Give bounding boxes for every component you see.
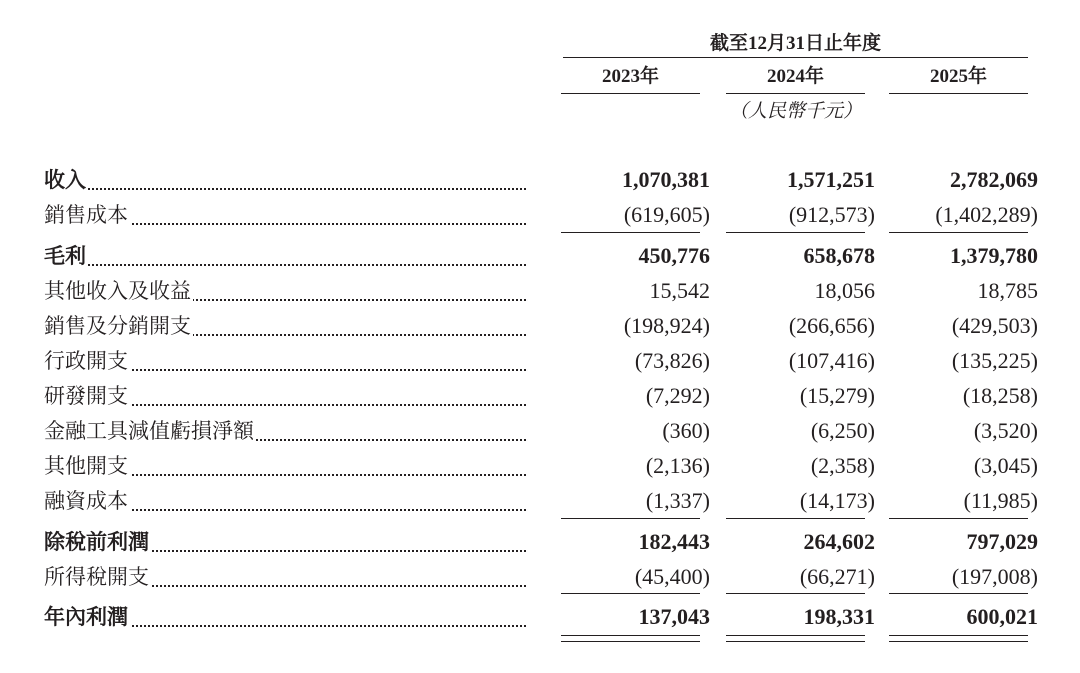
row-label-text: 其他開支 (44, 454, 128, 478)
period-underline (563, 57, 1028, 58)
value-cell-3: (11,985) (963, 488, 1038, 513)
value-cell-3: (197,008) (951, 564, 1038, 589)
row-label (44, 449, 526, 483)
table-row (0, 198, 1080, 232)
value-cell-2: 18,056 (814, 278, 875, 303)
row-label (44, 560, 526, 594)
subtotal-rule (561, 518, 700, 519)
subtotal-rule (726, 232, 865, 233)
table-row (0, 274, 1080, 308)
row-label (44, 198, 526, 232)
row-label (44, 274, 526, 308)
year-underline (889, 93, 1028, 94)
row-label-text: 融資成本 (44, 489, 128, 513)
subtotal-rule (561, 593, 700, 594)
value-cell-3: 797,029 (966, 529, 1038, 554)
value-cell-2: (14,173) (799, 488, 875, 513)
subtotal-rule (561, 232, 700, 233)
year-header-2025: 2025年 (929, 66, 987, 87)
value-cell-1: 137,043 (638, 604, 710, 629)
row-label-text: 銷售及分銷開支 (44, 314, 191, 338)
row-label-text: 毛利 (44, 244, 86, 268)
row-label-text: 所得稅開支 (44, 565, 149, 589)
value-cell-3: 1,379,780 (950, 243, 1038, 268)
table-row (0, 163, 1080, 197)
value-cell-3: 18,785 (977, 278, 1038, 303)
total-double-rule (889, 641, 1028, 642)
subtotal-rule (889, 232, 1028, 233)
value-cell-1: (198,924) (623, 313, 710, 338)
value-cell-2: (6,250) (810, 418, 875, 443)
row-label-text: 其他收入及收益 (44, 279, 191, 303)
row-label-text: 年內利潤 (44, 605, 128, 629)
value-cell-3: (135,225) (951, 348, 1038, 373)
value-cell-2: (15,279) (799, 383, 875, 408)
value-cell-3: (429,503) (951, 313, 1038, 338)
subtotal-rule (726, 518, 865, 519)
value-cell-3: 2,782,069 (950, 167, 1038, 192)
value-cell-2: (2,358) (810, 453, 875, 478)
value-cell-1: (360) (662, 418, 710, 443)
row-label (44, 344, 526, 378)
table-row (0, 600, 1080, 634)
total-double-rule (889, 635, 1028, 636)
row-label (44, 309, 526, 343)
table-row (0, 525, 1080, 559)
value-cell-2: 198,331 (803, 604, 875, 629)
value-cell-3: (3,045) (973, 453, 1038, 478)
table-row (0, 344, 1080, 378)
value-cell-1: 1,070,381 (622, 167, 710, 192)
value-cell-2: (266,656) (788, 313, 875, 338)
value-cell-2: 658,678 (803, 243, 875, 268)
table-row (0, 449, 1080, 483)
row-label (44, 525, 526, 559)
row-label-text: 金融工具減值虧損淨額 (44, 419, 254, 443)
year-underline (726, 93, 865, 94)
table-row (0, 239, 1080, 273)
total-double-rule (561, 635, 700, 636)
row-label (44, 484, 526, 518)
value-cell-1: 15,542 (649, 278, 710, 303)
table-row (0, 309, 1080, 343)
value-cell-1: 182,443 (638, 529, 710, 554)
table-row (0, 484, 1080, 518)
total-double-rule (726, 635, 865, 636)
value-cell-3: 600,021 (966, 604, 1038, 629)
value-cell-3: (1,402,289) (935, 202, 1038, 227)
row-label (44, 600, 526, 634)
value-cell-1: (73,826) (634, 348, 710, 373)
value-cell-2: (107,416) (788, 348, 875, 373)
row-label (44, 414, 526, 448)
value-cell-1: (7,292) (645, 383, 710, 408)
dot-leader (44, 264, 526, 266)
row-label-text: 收入 (44, 168, 86, 192)
total-double-rule (726, 641, 865, 642)
period-heading: 截至12月31日止年度 (709, 33, 881, 54)
value-cell-2: 264,602 (803, 529, 875, 554)
value-cell-1: (619,605) (623, 202, 710, 227)
value-cell-1: 450,776 (638, 243, 710, 268)
row-label (44, 239, 526, 273)
table-row (0, 414, 1080, 448)
row-label (44, 379, 526, 413)
total-double-rule (561, 641, 700, 642)
value-cell-2: (66,271) (799, 564, 875, 589)
value-cell-3: (18,258) (962, 383, 1038, 408)
table-row (0, 560, 1080, 594)
row-label (44, 163, 526, 197)
value-cell-1: (45,400) (634, 564, 710, 589)
year-header-2023: 2023年 (601, 66, 659, 87)
dot-leader (44, 188, 526, 190)
value-cell-2: (912,573) (788, 202, 875, 227)
year-underline (561, 93, 700, 94)
row-label-text: 研發開支 (44, 384, 128, 408)
subtotal-rule (889, 518, 1028, 519)
row-label-text: 除稅前利潤 (44, 530, 149, 554)
subtotal-rule (889, 593, 1028, 594)
value-cell-2: 1,571,251 (787, 167, 875, 192)
table-row (0, 379, 1080, 413)
subtotal-rule (726, 593, 865, 594)
row-label-text: 行政開支 (44, 349, 128, 373)
row-label-text: 銷售成本 (44, 203, 128, 227)
value-cell-3: (3,520) (973, 418, 1038, 443)
year-header-2024: 2024年 (766, 66, 824, 87)
currency-unit: （人民幣千元） (728, 101, 862, 122)
value-cell-1: (1,337) (645, 488, 710, 513)
value-cell-1: (2,136) (645, 453, 710, 478)
